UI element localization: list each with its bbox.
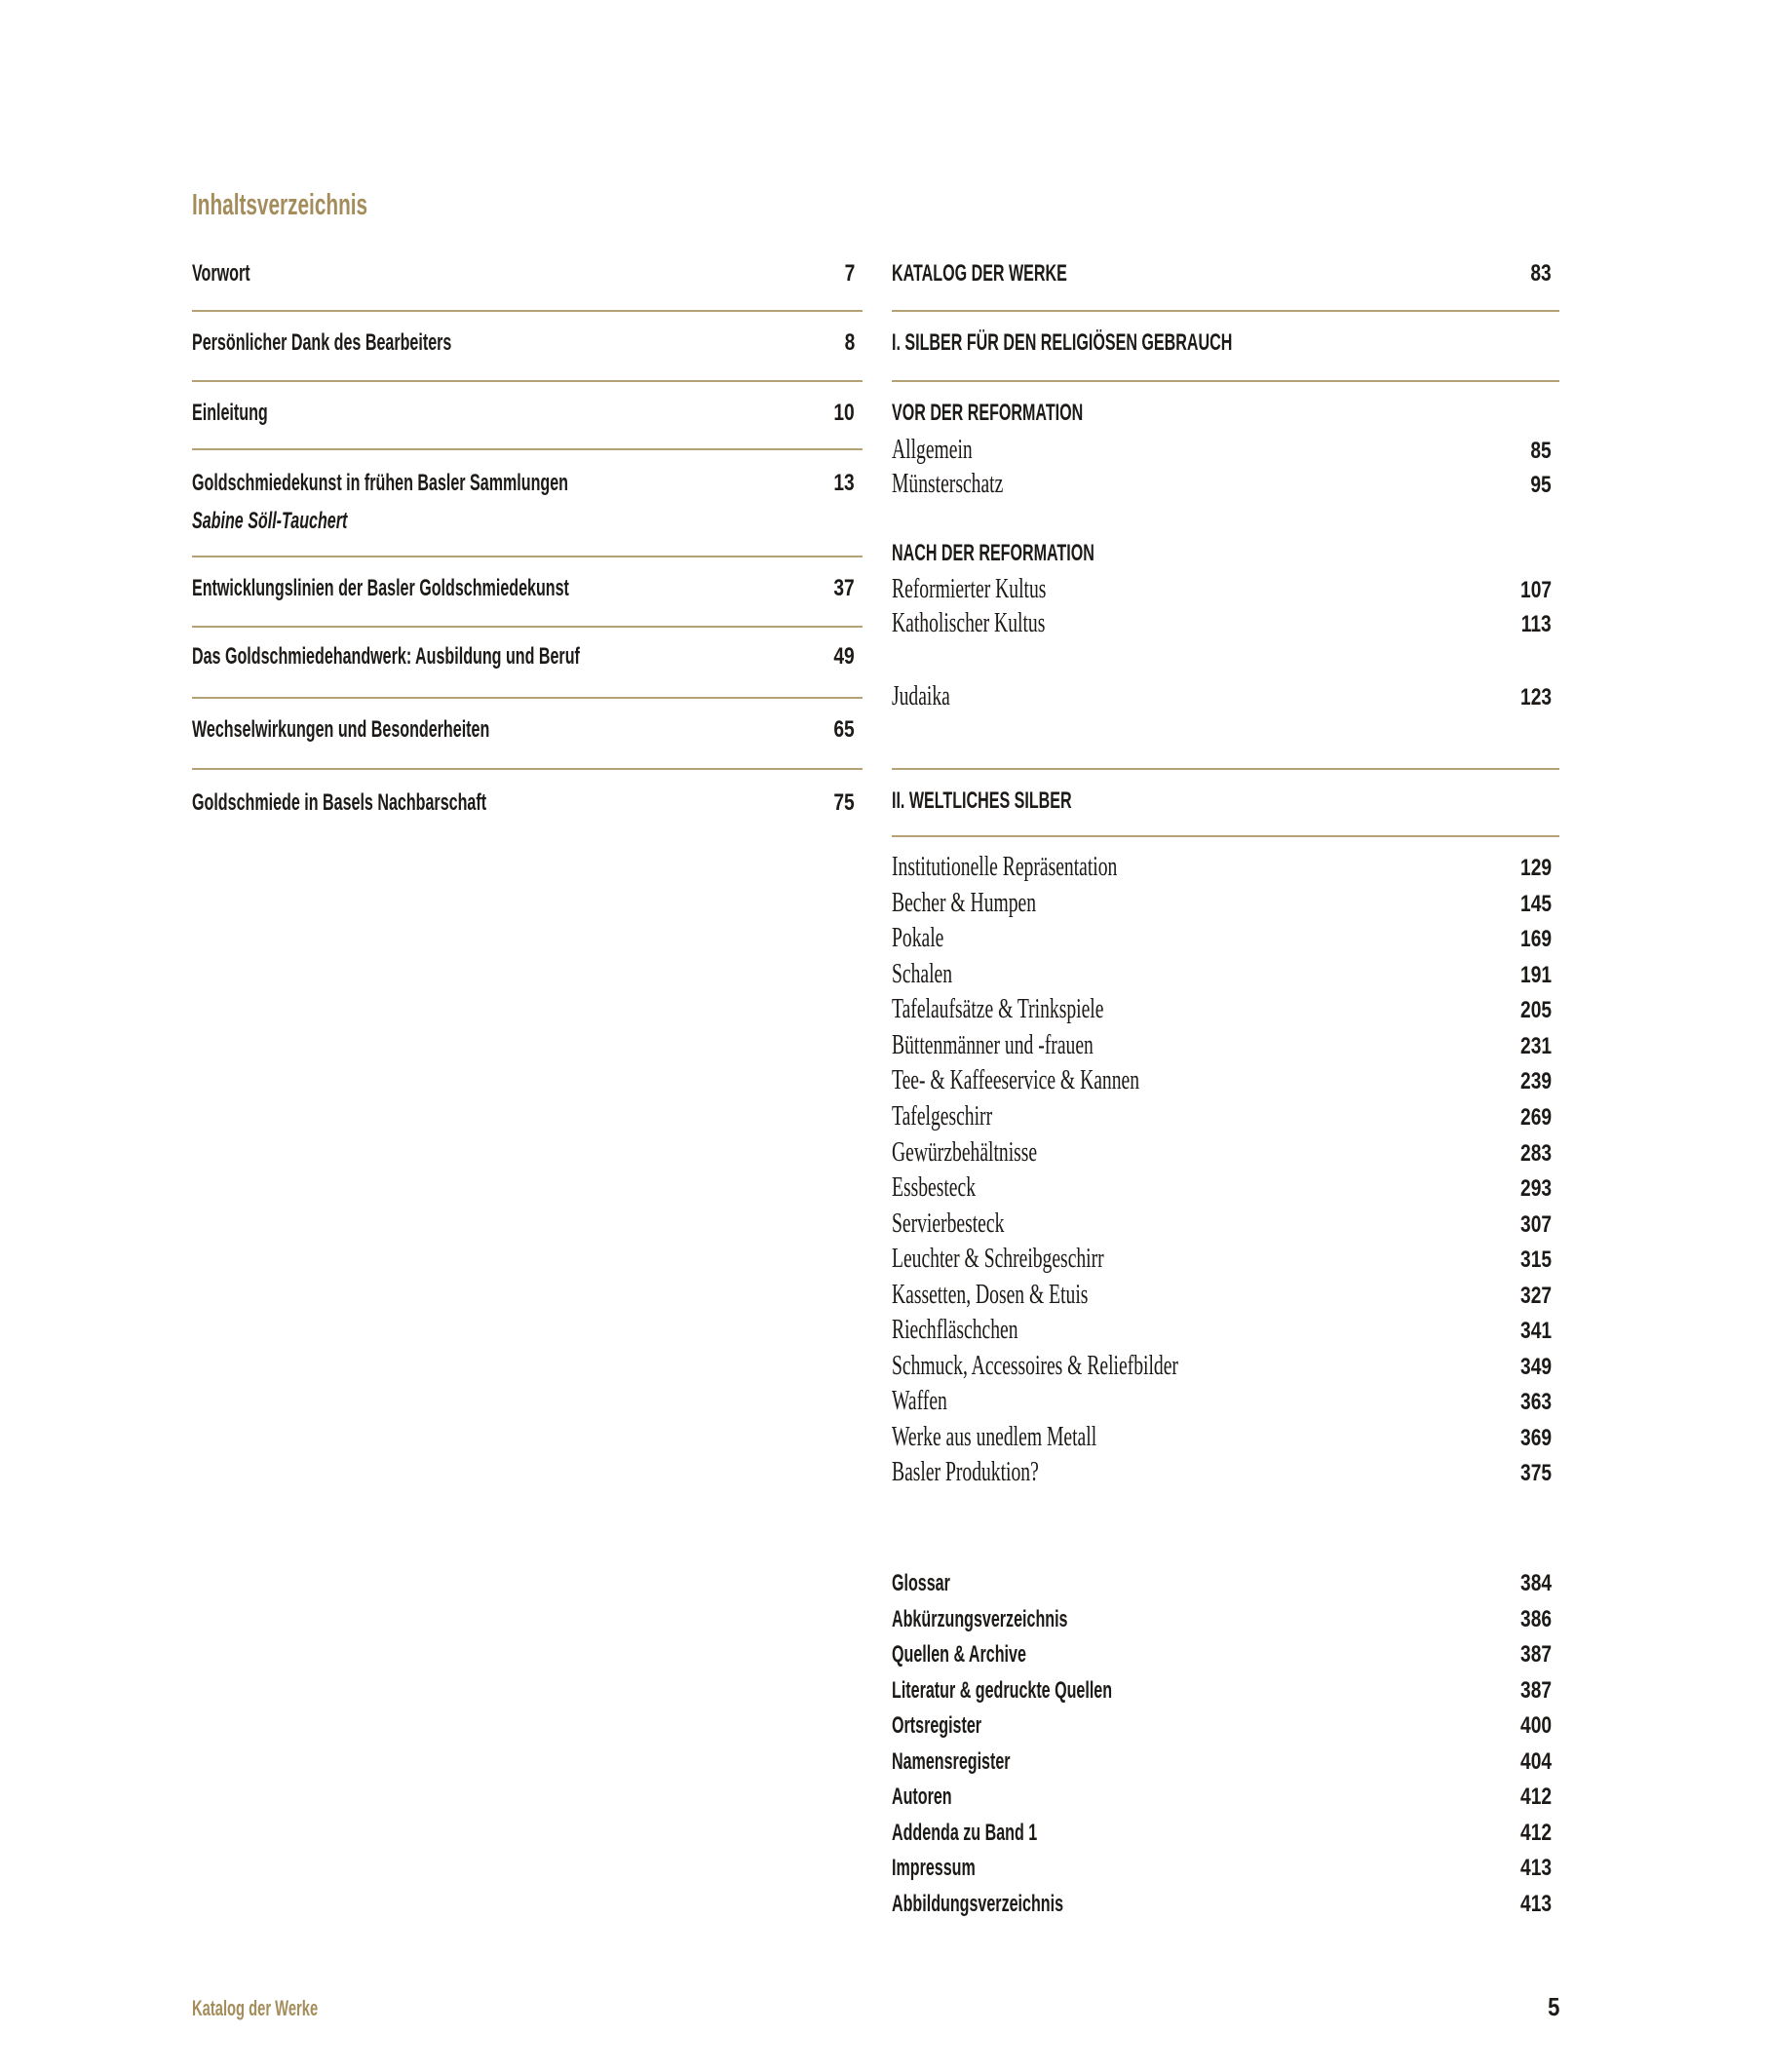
toc-entry xyxy=(892,574,1559,605)
toc-entry-label: Becher & Humpen xyxy=(892,888,1037,918)
toc-page-number: 369 xyxy=(1519,1425,1552,1451)
toc-entry-text-block xyxy=(192,470,753,536)
toc-entry-label: Katholischer Kultus xyxy=(892,608,1046,638)
toc-entry xyxy=(892,1457,1559,1488)
toc-page-number: 349 xyxy=(1519,1354,1552,1380)
toc-entry xyxy=(892,1315,1559,1346)
toc-entry xyxy=(892,1422,1559,1453)
toc-entry xyxy=(192,329,863,358)
toc-entry-label: Servierbesteck xyxy=(892,1209,1005,1239)
toc-entry-label: Tafelgeschirr xyxy=(892,1101,993,1132)
toc-page-number: 145 xyxy=(1519,891,1552,917)
toc-section-heading-label: I. SILBER FÜR DEN RELIGIÖSEN GEBRAUCH xyxy=(892,329,1233,356)
toc-entry-label: Quellen & Archive xyxy=(892,1641,1026,1668)
toc-entry-label: Wechselwirkungen und Besonderheiten xyxy=(192,716,490,743)
toc-subsection-heading-label: VOR DER REFORMATION xyxy=(892,400,1084,426)
toc-entry xyxy=(192,575,863,603)
toc-entry-label: Essbesteck xyxy=(892,1172,977,1203)
toc-page-number: 37 xyxy=(833,575,855,601)
toc-entry-label: Vorwort xyxy=(192,260,250,287)
toc-page-number: 412 xyxy=(1519,1784,1552,1810)
toc-page-number: 85 xyxy=(1530,438,1552,464)
section-divider xyxy=(892,310,1559,312)
toc-page-number: 107 xyxy=(1519,577,1552,603)
toc-entry xyxy=(892,608,1559,639)
toc-section-heading xyxy=(892,329,1559,358)
section-divider xyxy=(892,835,1559,837)
toc-entry-label: Ortsregister xyxy=(892,1712,982,1739)
section-divider xyxy=(192,556,863,557)
toc-page-number: 387 xyxy=(1519,1677,1552,1704)
toc-entry-label: Schmuck, Accessoires & Reliefbilder xyxy=(892,1351,1178,1381)
toc-entry xyxy=(892,1172,1559,1204)
toc-page-number: 113 xyxy=(1521,611,1552,637)
toc-entry-label: Entwicklungslinien der Basler Goldschmiedekunst xyxy=(192,575,569,601)
section-divider xyxy=(192,380,863,382)
toc-page-number: 231 xyxy=(1519,1033,1552,1059)
toc-entry xyxy=(192,260,863,288)
toc-page-number: 400 xyxy=(1519,1712,1552,1739)
toc-entry xyxy=(892,1137,1559,1169)
toc-page-number: 327 xyxy=(1519,1283,1552,1309)
toc-entry xyxy=(892,1677,1559,1706)
toc-page-number: 413 xyxy=(1519,1891,1552,1917)
toc-page-number: 386 xyxy=(1519,1606,1552,1632)
toc-page-number: 95 xyxy=(1530,472,1552,498)
toc-entry xyxy=(892,1101,1559,1132)
page-title-text: Inhaltsverzeichnis xyxy=(192,187,368,221)
toc-page-number: 75 xyxy=(833,789,855,816)
toc-entry-label: Münsterschatz xyxy=(892,469,1004,499)
toc-entry xyxy=(892,923,1559,954)
toc-entry xyxy=(892,1855,1559,1883)
toc-entry xyxy=(892,681,1559,712)
toc-entry-label: Einleitung xyxy=(192,400,268,426)
section-divider xyxy=(192,697,863,699)
toc-entry-label: Werke aus unedlem Metall xyxy=(892,1422,1097,1452)
toc-entry xyxy=(892,1065,1559,1096)
section-divider xyxy=(192,768,863,770)
page-title xyxy=(192,186,454,222)
toc-entry xyxy=(892,1351,1559,1382)
toc-subsection-heading xyxy=(892,400,1559,428)
toc-page-number: 65 xyxy=(833,716,855,743)
toc-page-number: 293 xyxy=(1519,1175,1552,1202)
toc-page-number: 129 xyxy=(1519,855,1552,881)
toc-entry-label: Kassetten, Dosen & Etuis xyxy=(892,1280,1089,1310)
toc-entry-label: Leuchter & Schreibgeschirr xyxy=(892,1244,1104,1274)
page-footer xyxy=(192,1992,1559,2022)
toc-entry-label: Schalen xyxy=(892,959,953,989)
toc-page-number: 123 xyxy=(1519,684,1552,710)
toc-entry xyxy=(892,1570,1559,1598)
toc-entry xyxy=(892,1280,1559,1311)
toc-subsection-heading-label: NACH DER REFORMATION xyxy=(892,540,1094,566)
toc-entry-label: Abbildungsverzeichnis xyxy=(892,1891,1064,1917)
toc-entry xyxy=(892,1641,1559,1669)
toc-entry-label: Basler Produktion? xyxy=(892,1457,1039,1487)
toc-entry xyxy=(892,959,1559,990)
toc-entry-label: Das Goldschmiedehandwerk: Ausbildung und Beruf xyxy=(192,643,580,670)
toc-entry xyxy=(892,1606,1559,1634)
toc-entry-label: Addenda zu Band 1 xyxy=(892,1820,1038,1846)
toc-entry-label: Riechfläschchen xyxy=(892,1315,1018,1345)
toc-entry xyxy=(892,1820,1559,1848)
toc-entry-label: Judaika xyxy=(892,681,950,711)
toc-entry-label: Pokale xyxy=(892,923,944,953)
toc-entry xyxy=(192,643,863,671)
toc-page-number: 341 xyxy=(1519,1318,1552,1344)
toc-entry-label: Gewürzbehältnisse xyxy=(892,1137,1038,1168)
toc-entry xyxy=(892,1244,1559,1275)
toc-entry-label: Waffen xyxy=(892,1386,947,1416)
toc-entry-author: Sabine Söll-Tauchert xyxy=(192,507,348,534)
toc-entry-label: Reformierter Kultus xyxy=(892,574,1047,604)
section-divider xyxy=(192,310,863,312)
toc-page-number: 205 xyxy=(1519,997,1552,1023)
footer-page-number: 5 xyxy=(1547,1992,1559,2021)
toc-entry xyxy=(892,1784,1559,1812)
toc-page-number: 404 xyxy=(1519,1748,1552,1775)
section-divider xyxy=(192,448,863,450)
toc-page-number: 384 xyxy=(1519,1570,1552,1596)
toc-entry xyxy=(892,435,1559,466)
toc-page-number: 315 xyxy=(1519,1247,1552,1273)
toc-page-number: 412 xyxy=(1519,1820,1552,1846)
toc-page-number: 307 xyxy=(1519,1211,1552,1238)
toc-entry xyxy=(892,888,1559,919)
toc-entry xyxy=(892,1030,1559,1061)
section-divider xyxy=(892,380,1559,382)
toc-section-heading xyxy=(892,260,1559,288)
toc-entry xyxy=(892,1386,1559,1417)
toc-entry xyxy=(892,994,1559,1025)
toc-entry xyxy=(192,789,863,818)
toc-entry-label: Abkürzungsverzeichnis xyxy=(892,1606,1068,1632)
toc-page-number: 191 xyxy=(1519,962,1552,988)
toc-entry-label: Persönlicher Dank des Bearbeiters xyxy=(192,329,452,356)
toc-page-number: 49 xyxy=(833,643,855,670)
toc-page-number: 375 xyxy=(1519,1460,1552,1486)
toc-page-number: 169 xyxy=(1519,926,1552,952)
toc-page-number: 7 xyxy=(844,260,855,287)
toc-page-number: 283 xyxy=(1519,1140,1552,1167)
toc-entry-label: Autoren xyxy=(892,1784,952,1810)
toc-entry xyxy=(892,1891,1559,1919)
toc-entry-label: Namensregister xyxy=(892,1748,1011,1775)
toc-entry-label: Tafelaufsätze & Trinkspiele xyxy=(892,994,1104,1024)
toc-entry xyxy=(192,716,863,745)
toc-section-heading-label: II. WELTLICHES SILBER xyxy=(892,787,1072,814)
toc-page-number: 8 xyxy=(844,329,855,356)
toc-entry-label: Institutionelle Repräsentation xyxy=(892,852,1118,882)
section-divider xyxy=(892,768,1559,770)
toc-entry-label: Glossar xyxy=(892,1570,950,1596)
toc-entry xyxy=(892,1748,1559,1777)
toc-entry xyxy=(892,1209,1559,1240)
toc-section-heading-label: KATALOG DER WERKE xyxy=(892,260,1067,287)
toc-page-number: 10 xyxy=(833,400,855,426)
toc-entry-label: Goldschmiedekunst in frühen Basler Sammlungen xyxy=(192,470,569,496)
toc-entry-label: Impressum xyxy=(892,1855,976,1881)
toc-page-number: 13 xyxy=(833,470,855,496)
toc-entry-label: Büttenmänner und -frauen xyxy=(892,1030,1094,1060)
toc-page-number: 363 xyxy=(1519,1389,1552,1415)
toc-entry-label: Goldschmiede in Basels Nachbarschaft xyxy=(192,789,487,816)
toc-page-number: 387 xyxy=(1519,1641,1552,1668)
toc-subsection-heading xyxy=(892,540,1559,568)
toc-page-number: 269 xyxy=(1519,1104,1552,1131)
footer-section-label: Katalog der Werke xyxy=(192,1996,319,2020)
toc-section-heading xyxy=(892,787,1559,816)
toc-entry-label: Allgemein xyxy=(892,435,973,465)
toc-entry-label: Tee- & Kaffeeservice & Kannen xyxy=(892,1065,1140,1095)
section-divider xyxy=(192,626,863,628)
toc-page-number: 413 xyxy=(1519,1855,1552,1881)
toc-entry-label: Literatur & gedruckte Quellen xyxy=(892,1677,1113,1704)
toc-entry xyxy=(892,1712,1559,1741)
toc-entry xyxy=(192,470,863,536)
toc-entry xyxy=(892,852,1559,883)
toc-entry xyxy=(192,400,863,428)
toc-page-number: 239 xyxy=(1519,1068,1552,1094)
toc-page-number: 83 xyxy=(1530,260,1552,287)
toc-entry xyxy=(892,469,1559,500)
